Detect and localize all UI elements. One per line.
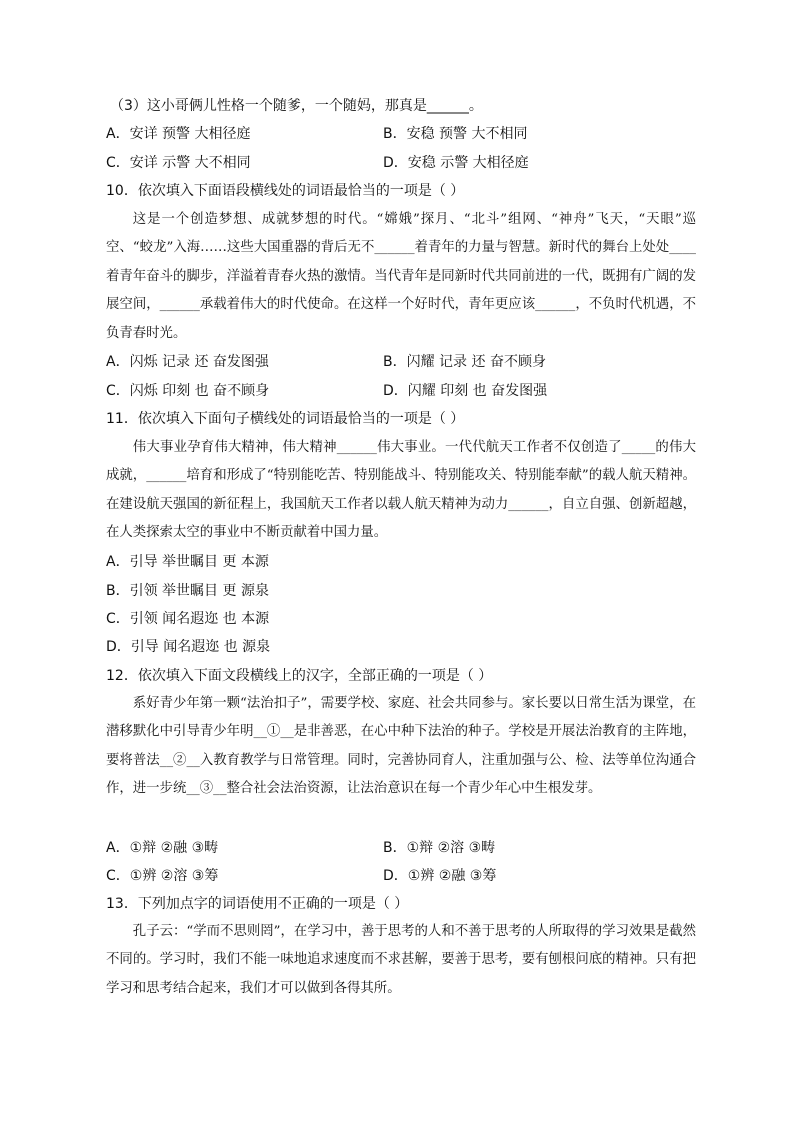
q10-option-a: A．闪烁 记录 还 奋发图强 — [106, 354, 269, 370]
q12-option-c: C．①辨 ②溶 ③筹 — [106, 868, 219, 884]
q10-passage: 这是一个创造梦想、成就梦想的时代。“嫦娥”探月、“北斗”组网、“神舟”飞天，“天眼”巡空、“蛟龙”入海……这些大国重器的背后无不______着青年的力量与智慧。新时代的舞台上处处____着青年奋斗的脚步，洋溢着青春火热的激情。当代青年是同新时代共同前进的一代，既拥有广阔的发展空间，______承载着伟大的时代使命。在这样一个好时代，青年更应该______，不负时代机遇，不负青春时光。 — [106, 212, 696, 341]
q11-option-c: C．引领 闻名遐迩 也 本源 — [106, 611, 270, 627]
q10-option-b: B．闪耀 记录 还 奋不顾身 — [383, 354, 546, 370]
q12-option-b: B．①辩 ②溶 ③畴 — [383, 840, 496, 856]
q9-option-c: C．安详 示警 大不相同 — [106, 155, 251, 171]
q9-sub3-stem: （3）这小哥俩儿性格一个随爹，一个随妈，那真是______。 — [110, 98, 483, 114]
q11-option-d: D．引导 闻名遐迩 也 源泉 — [106, 639, 271, 655]
q13-title: 13．下列加点字的词语使用不正确的一项是（ ） — [106, 896, 409, 912]
q10-option-d: D．闪耀 印刻 也 奋发图强 — [383, 383, 548, 399]
q10-option-c: C．闪烁 印刻 也 奋不顾身 — [106, 383, 270, 399]
q12-passage: 系好青少年第一颗“法治扣子”，需要学校、家庭、社会共同参与。家长要以日常生活为课堂，在潜移默化中引导青少年明__①__是非善恶，在心中种下法治的种子。学校是开展法治教育的主阵地，要将普法__②__入教育教学与日常管理。同时，完善协同育人，注重加强与公、检、法等单位沟通合作，进一步统__③__整合社会法治资源，让法治意识在每一个青少年心中生根发芽。 — [106, 696, 696, 797]
q9-option-d: D．安稳 示警 大相径庭 — [383, 155, 529, 171]
q11-option-a: A．引导 举世瞩目 更 本源 — [106, 554, 269, 570]
q12-option-a: A．①辩 ②融 ③畴 — [106, 840, 219, 856]
q12-title: 12．依次填入下面文段横线上的汉字，全部正确的一项是（ ） — [106, 668, 493, 684]
q12-option-d: D．①辨 ②融 ③筹 — [383, 868, 497, 884]
q11-title: 11．依次填入下面句子横线处的词语最恰当的一项是（ ） — [106, 411, 465, 427]
q9-option-a: A．安详 预警 大相径庭 — [106, 126, 251, 142]
q9-option-b: B．安稳 预警 大不相同 — [383, 126, 528, 142]
q11-passage: 伟大事业孕育伟大精神，伟大精神______伟大事业。一代代航天工作者不仅创造了_____的伟大成就，______培育和形成了“特别能吃苦、特别能战斗、特别能攻关、特别能奉献”的载人航天精神。在建设航天强国的新征程上，我国航天工作者以载人航天精神为动力______，自立自强、创新超越，在人类探索太空的事业中不断贡献着中国力量。 — [106, 440, 696, 541]
q13-passage: 孔子云：“学而不思则罔”，在学习中，善于思考的人和不善于思考的人所取得的学习效果是截然不同的。学习时，我们不能一味地追求速度而不求甚解，要善于思考，要有刨根问底的精神。只有把学习和思考结合起来，我们才可以做到各得其所。 — [106, 924, 696, 996]
q10-title: 10．依次填入下面语段横线处的词语最恰当的一项是（ ） — [106, 183, 465, 199]
q11-option-b: B．引领 举世瞩目 更 源泉 — [106, 583, 269, 599]
